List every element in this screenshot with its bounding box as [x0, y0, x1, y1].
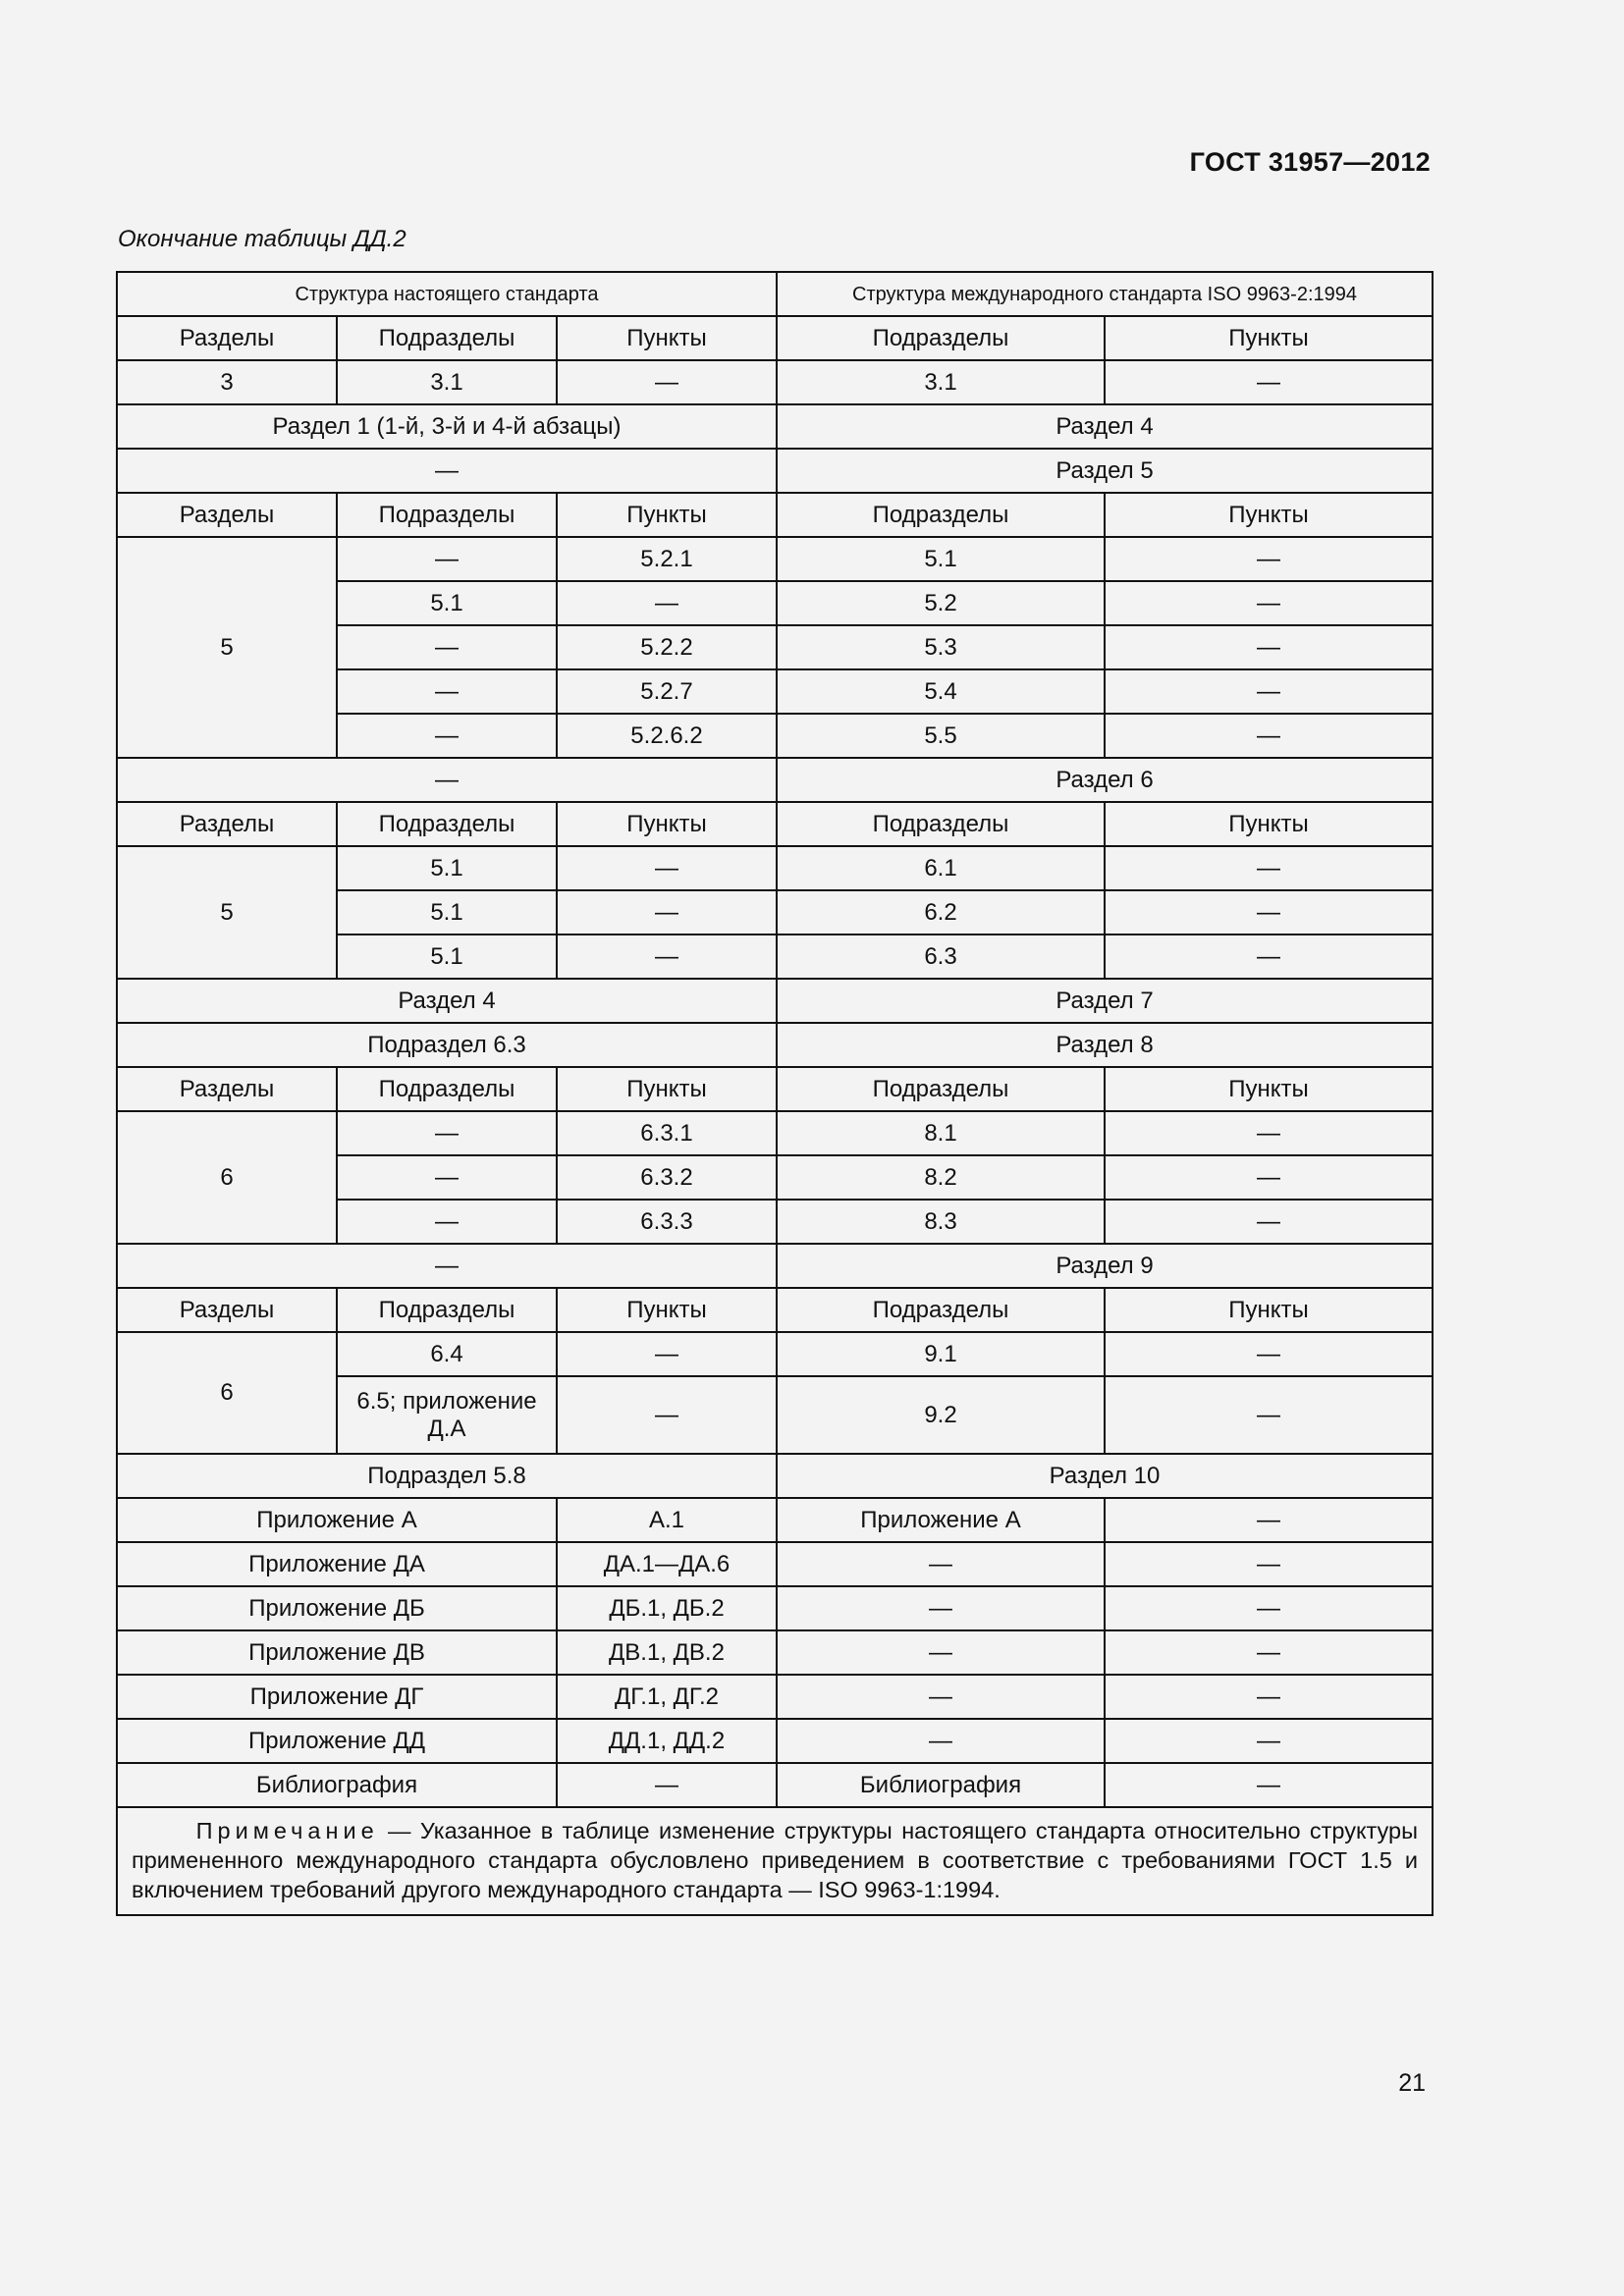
- col-header-items-iso: Пункты: [1105, 802, 1433, 846]
- appendix-left: Приложение ДГ: [117, 1675, 557, 1719]
- column-header-row: [117, 1067, 1433, 1111]
- appendix-left: Приложение А: [117, 1498, 557, 1542]
- column-header-row: [117, 802, 1433, 846]
- column-header-row: [117, 1288, 1433, 1332]
- table-cell: 8.1: [777, 1111, 1105, 1155]
- table-cell: —: [1105, 846, 1433, 890]
- table-cell: 6.3.2: [557, 1155, 777, 1200]
- table-cell: —: [337, 537, 557, 581]
- section-left: Раздел 1 (1-й, 3-й и 4-й абзацы): [117, 404, 777, 449]
- section-right: Раздел 10: [777, 1454, 1433, 1498]
- note-row: [117, 1807, 1433, 1915]
- table-cell: 5.1: [777, 537, 1105, 581]
- table-cell: —: [1105, 1155, 1433, 1200]
- table-cell: 5.1: [337, 846, 557, 890]
- col-header-sections: Разделы: [117, 1288, 337, 1332]
- appendix-right: —: [777, 1542, 1105, 1586]
- table-cell: —: [1105, 1111, 1433, 1155]
- page-number: 21: [1398, 2069, 1426, 2097]
- table-cell: 5.1: [337, 581, 557, 625]
- section-row: [117, 979, 1433, 1023]
- appendix-row: [117, 1763, 1433, 1807]
- table-cell: 5.5: [777, 714, 1105, 758]
- section-left: Раздел 4: [117, 979, 777, 1023]
- table-cell: —: [557, 934, 777, 979]
- appendix-left: Библиография: [117, 1763, 557, 1807]
- appendix-right: —: [777, 1675, 1105, 1719]
- column-header-row: [117, 493, 1433, 537]
- col-header-subsections: Подразделы: [337, 493, 557, 537]
- col-header-subsections: Подразделы: [337, 316, 557, 360]
- section-row: [117, 449, 1433, 493]
- table-cell: 6.3.1: [557, 1111, 777, 1155]
- appendix-row: [117, 1719, 1433, 1763]
- col-header-items: Пункты: [557, 316, 777, 360]
- table-cell: 5.2.6.2: [557, 714, 777, 758]
- table-cell: —: [1105, 625, 1433, 669]
- col-header-sections: Разделы: [117, 802, 337, 846]
- table-cell: 5.2.7: [557, 669, 777, 714]
- appendix-right-items: —: [1105, 1763, 1433, 1807]
- appendix-right-items: —: [1105, 1719, 1433, 1763]
- table-cell: —: [1105, 581, 1433, 625]
- appendix-right-items: —: [1105, 1586, 1433, 1630]
- appendix-right: Приложение А: [777, 1498, 1105, 1542]
- table-cell: 5.2.2: [557, 625, 777, 669]
- group-section-cell: 5: [117, 537, 337, 758]
- section-left: —: [117, 449, 777, 493]
- table-cell: 5.4: [777, 669, 1105, 714]
- col-header-sections: Разделы: [117, 493, 337, 537]
- group-section-cell: 6: [117, 1332, 337, 1454]
- group-section-cell: 6: [117, 1111, 337, 1244]
- table-note: [117, 1807, 1433, 1915]
- col-header-subsections-iso: Подразделы: [777, 1288, 1105, 1332]
- table-cell: 6.1: [777, 846, 1105, 890]
- table-cell: —: [1105, 934, 1433, 979]
- col-header-items-iso: Пункты: [1105, 1288, 1433, 1332]
- table-cell: —: [557, 360, 777, 404]
- col-header-items: Пункты: [557, 493, 777, 537]
- section-row: [117, 758, 1433, 802]
- table-cell: 3.1: [337, 360, 557, 404]
- section-row: [117, 1023, 1433, 1067]
- table-cell: 3: [117, 360, 337, 404]
- document-code: ГОСТ 31957—2012: [1189, 147, 1431, 177]
- table-cell: 6.5; приложение Д.А: [337, 1376, 557, 1454]
- appendix-row: [117, 1630, 1433, 1675]
- table-cell: 9.1: [777, 1332, 1105, 1376]
- table-row: [117, 1332, 1433, 1376]
- section-left: —: [117, 1244, 777, 1288]
- column-header-row: [117, 316, 1433, 360]
- table-cell: —: [1105, 360, 1433, 404]
- table-cell: —: [557, 1376, 777, 1454]
- section-right: Раздел 7: [777, 979, 1433, 1023]
- col-header-items: Пункты: [557, 1288, 777, 1332]
- appendix-mid: ДД.1, ДД.2: [557, 1719, 777, 1763]
- appendix-right: —: [777, 1719, 1105, 1763]
- section-right: Раздел 9: [777, 1244, 1433, 1288]
- table-cell: 6.2: [777, 890, 1105, 934]
- appendix-row: [117, 1542, 1433, 1586]
- table-cell: —: [557, 846, 777, 890]
- col-header-subsections-iso: Подразделы: [777, 493, 1105, 537]
- table-cell: —: [337, 1111, 557, 1155]
- appendix-left: Приложение ДВ: [117, 1630, 557, 1675]
- appendix-mid: ДБ.1, ДБ.2: [557, 1586, 777, 1630]
- header-international-standard: Структура международного стандарта ISO 9963-2:1994: [777, 272, 1433, 316]
- table-cell: 9.2: [777, 1376, 1105, 1454]
- appendix-right: —: [777, 1586, 1105, 1630]
- appendix-right-items: —: [1105, 1630, 1433, 1675]
- table-row: [117, 846, 1433, 890]
- appendix-mid: ДГ.1, ДГ.2: [557, 1675, 777, 1719]
- table-cell: —: [337, 625, 557, 669]
- table-cell: —: [557, 581, 777, 625]
- col-header-subsections: Подразделы: [337, 1067, 557, 1111]
- table-cell: —: [1105, 714, 1433, 758]
- appendix-left: Приложение ДД: [117, 1719, 557, 1763]
- table-cell: 5.2.1: [557, 537, 777, 581]
- section-left: Подраздел 5.8: [117, 1454, 777, 1498]
- section-left: Подраздел 6.3: [117, 1023, 777, 1067]
- table-cell: 8.2: [777, 1155, 1105, 1200]
- appendix-right-items: —: [1105, 1675, 1433, 1719]
- note-text: — Указанное в таблице изменение структуры настоящего стандарта относительно структуры примененного международного стандарта обусловлено приведением в соответствие с требованиями ГОСТ 1.5 и включением требований другого международного стандарта — ISO 9963-1:1994.: [132, 1818, 1419, 1902]
- table-header-row: [117, 272, 1433, 316]
- table-row: [117, 360, 1433, 404]
- section-right: Раздел 8: [777, 1023, 1433, 1067]
- table-cell: —: [1105, 1376, 1433, 1454]
- table-cell: —: [337, 1155, 557, 1200]
- col-header-items-iso: Пункты: [1105, 493, 1433, 537]
- appendix-row: [117, 1586, 1433, 1630]
- table-cell: —: [557, 1332, 777, 1376]
- table-cell: 5.1: [337, 890, 557, 934]
- col-header-subsections: Подразделы: [337, 802, 557, 846]
- appendix-mid: ДА.1—ДА.6: [557, 1542, 777, 1586]
- appendix-row: [117, 1675, 1433, 1719]
- appendix-left: Приложение ДБ: [117, 1586, 557, 1630]
- appendix-mid: ДВ.1, ДВ.2: [557, 1630, 777, 1675]
- col-header-items: Пункты: [557, 1067, 777, 1111]
- table-cell: 6.4: [337, 1332, 557, 1376]
- appendix-mid: —: [557, 1763, 777, 1807]
- table-cell: —: [1105, 1200, 1433, 1244]
- section-row: [117, 404, 1433, 449]
- structure-comparison-table: [116, 271, 1434, 1916]
- appendix-right-items: —: [1105, 1542, 1433, 1586]
- table-cell: 5.1: [337, 934, 557, 979]
- group-section-cell: 5: [117, 846, 337, 979]
- col-header-subsections: Подразделы: [337, 1288, 557, 1332]
- table-row: [117, 1111, 1433, 1155]
- col-header-subsections-iso: Подразделы: [777, 1067, 1105, 1111]
- col-header-sections: Разделы: [117, 1067, 337, 1111]
- table-cell: 6.3: [777, 934, 1105, 979]
- table-cell: —: [337, 1200, 557, 1244]
- section-row: [117, 1244, 1433, 1288]
- col-header-sections: Разделы: [117, 316, 337, 360]
- table-cell: 6.3.3: [557, 1200, 777, 1244]
- table-cell: 5.3: [777, 625, 1105, 669]
- appendix-right-items: —: [1105, 1498, 1433, 1542]
- section-row: [117, 1454, 1433, 1498]
- section-left: —: [117, 758, 777, 802]
- table-caption: Окончание таблицы ДД.2: [118, 226, 406, 252]
- col-header-items-iso: Пункты: [1105, 1067, 1433, 1111]
- appendix-right: —: [777, 1630, 1105, 1675]
- table-cell: —: [337, 714, 557, 758]
- table-cell: 8.3: [777, 1200, 1105, 1244]
- table-cell: 3.1: [777, 360, 1105, 404]
- appendix-mid: А.1: [557, 1498, 777, 1542]
- table-cell: —: [337, 669, 557, 714]
- col-header-subsections-iso: Подразделы: [777, 316, 1105, 360]
- appendix-right: Библиография: [777, 1763, 1105, 1807]
- header-this-standard: Структура настоящего стандарта: [117, 272, 777, 316]
- col-header-subsections-iso: Подразделы: [777, 802, 1105, 846]
- table-cell: —: [1105, 537, 1433, 581]
- appendix-row: [117, 1498, 1433, 1542]
- appendix-left: Приложение ДА: [117, 1542, 557, 1586]
- table-row: [117, 537, 1433, 581]
- col-header-items: Пункты: [557, 802, 777, 846]
- table-cell: —: [1105, 890, 1433, 934]
- table-cell: —: [1105, 669, 1433, 714]
- section-right: Раздел 5: [777, 449, 1433, 493]
- section-right: Раздел 6: [777, 758, 1433, 802]
- col-header-items-iso: Пункты: [1105, 316, 1433, 360]
- section-right: Раздел 4: [777, 404, 1433, 449]
- table-cell: 5.2: [777, 581, 1105, 625]
- table-cell: —: [557, 890, 777, 934]
- note-title: Примечание: [195, 1818, 379, 1843]
- table-cell: —: [1105, 1332, 1433, 1376]
